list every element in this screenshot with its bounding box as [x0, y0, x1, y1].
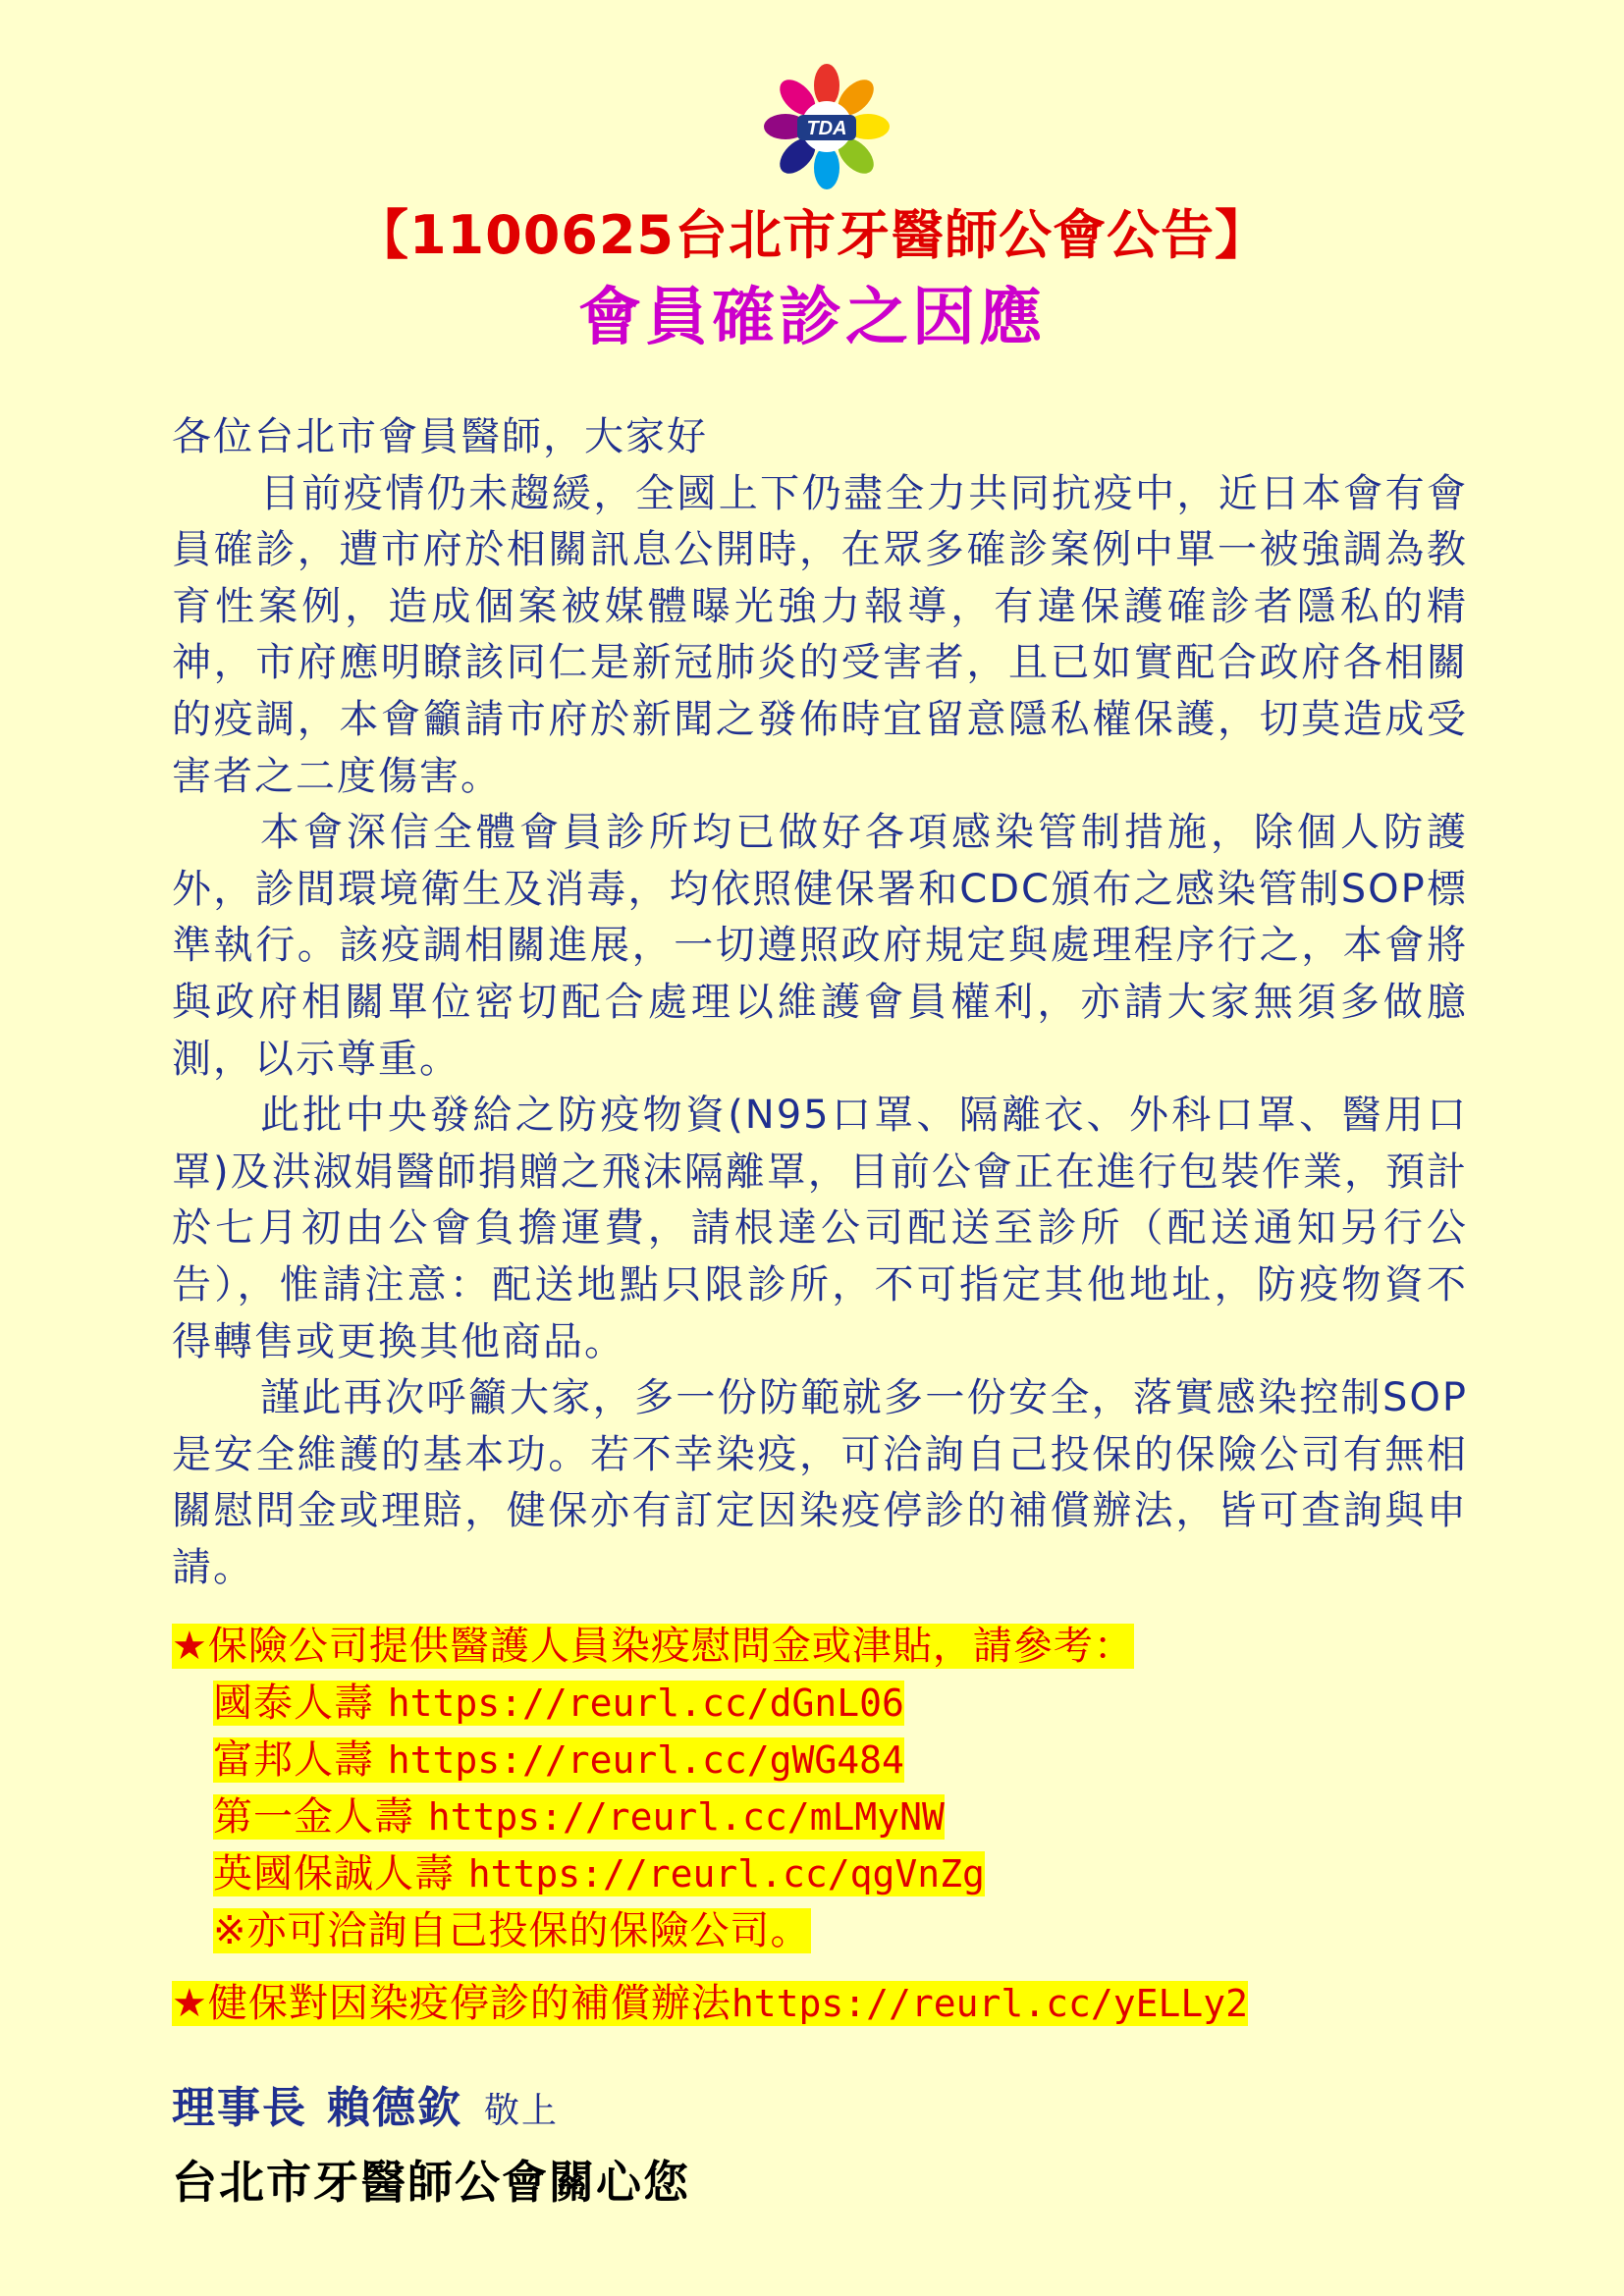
paragraph-1: 目前疫情仍未趨緩，全國上下仍盡全力共同抗疫中，近日本會有會員確診，遭市府於相關訊息公開時，在眾多確診案例中單一被強調為教育性案例，造成個案被媒體曝光強力報導，有違保護確診者隱私的精神，市府應明瞭該同仁是新冠肺炎的受害者，且已如實配合政府各相關的疫調，本會籲請市府於新聞之發佈時宜留意隱私權保護，切莫造成受害者之二度傷害。 [172, 470, 1468, 799]
paragraph-2: 本會深信全體會員診所均已做好各項感染管制措施，除個人防護外，診間環境衛生及消毒，均依照健保署和CDC頒布之感染管制SOP標準執行。該疫調相關進展，一切遵照政府規定與處理程序行之，本會將與政府相關單位密切配合處理以維護會員權利，亦請大家無須多做臆測，以示尊重。 [172, 810, 1468, 1082]
paragraph-3: 此批中央發給之防疫物資(N95口罩、隔離衣、外科口罩、醫用口罩)及洪淑娟醫師捐贈之飛沫隔離罩，目前公會正在進行包裝作業，預計於七月初由公會負擔運費，請根達公司配送至診所（配送通知另行公告），惟請注意：配送地點只限診所，不可指定其他地址，防疫物資不得轉售或更換其他商品。 [172, 1093, 1468, 1364]
greeting: 各位台北市會員醫師，大家好 [172, 414, 708, 459]
letter-body [172, 409, 1468, 1596]
insurer-name: 富邦人壽 [213, 1737, 374, 1783]
insurance-note: ※亦可洽詢自己投保的保險公司。 [213, 1908, 811, 1953]
paragraph-4: 謹此再次呼籲大家，多一份防範就多一份安全，落實感染控制SOP是安全維護的基本功。若不幸染疫，可洽詢自己投保的保險公司有無相關慰問金或理賠，健保亦有訂定因染疫停診的補償辦法，皆可查詢與申請。 [172, 1375, 1468, 1590]
nhi-link[interactable]: https://reurl.cc/yELLy2 [731, 1982, 1249, 2025]
signer-title: 理事長 [172, 2083, 307, 2133]
main-title: 會員確診之因應 [578, 282, 1046, 354]
insurance-heading: ★保險公司提供醫護人員染疫慰問金或津貼，請參考： [172, 1624, 1134, 1669]
nhi-compensation [172, 1975, 1248, 2032]
insurer-name: 國泰人壽 [213, 1681, 374, 1726]
insurer-link[interactable]: https://reurl.cc/dGnL06 [387, 1682, 904, 1725]
signature-closing: 敬上 [484, 2091, 560, 2131]
insurer-link[interactable]: https://reurl.cc/qgVnZg [467, 1852, 985, 1896]
notice-title: 【1100625台北市牙醫師公會公告】 [354, 204, 1269, 266]
signature [172, 2079, 559, 2141]
nhi-label: ★健保對因染疫停診的補償辦法 [172, 1981, 731, 2026]
tda-logo [761, 61, 893, 192]
footer-message: 台北市牙醫師公會關心您 [172, 2156, 690, 2209]
insurer-link[interactable]: https://reurl.cc/mLMyNW [427, 1795, 945, 1839]
insurer-name: 英國保誠人壽 [213, 1851, 455, 1896]
insurance-links [172, 1618, 1134, 1959]
signer-name: 賴德欽 [327, 2083, 462, 2133]
insurer-link[interactable]: https://reurl.cc/gWG484 [387, 1738, 904, 1782]
insurer-name: 第一金人壽 [213, 1794, 414, 1840]
logo-text: TDA [806, 118, 847, 139]
